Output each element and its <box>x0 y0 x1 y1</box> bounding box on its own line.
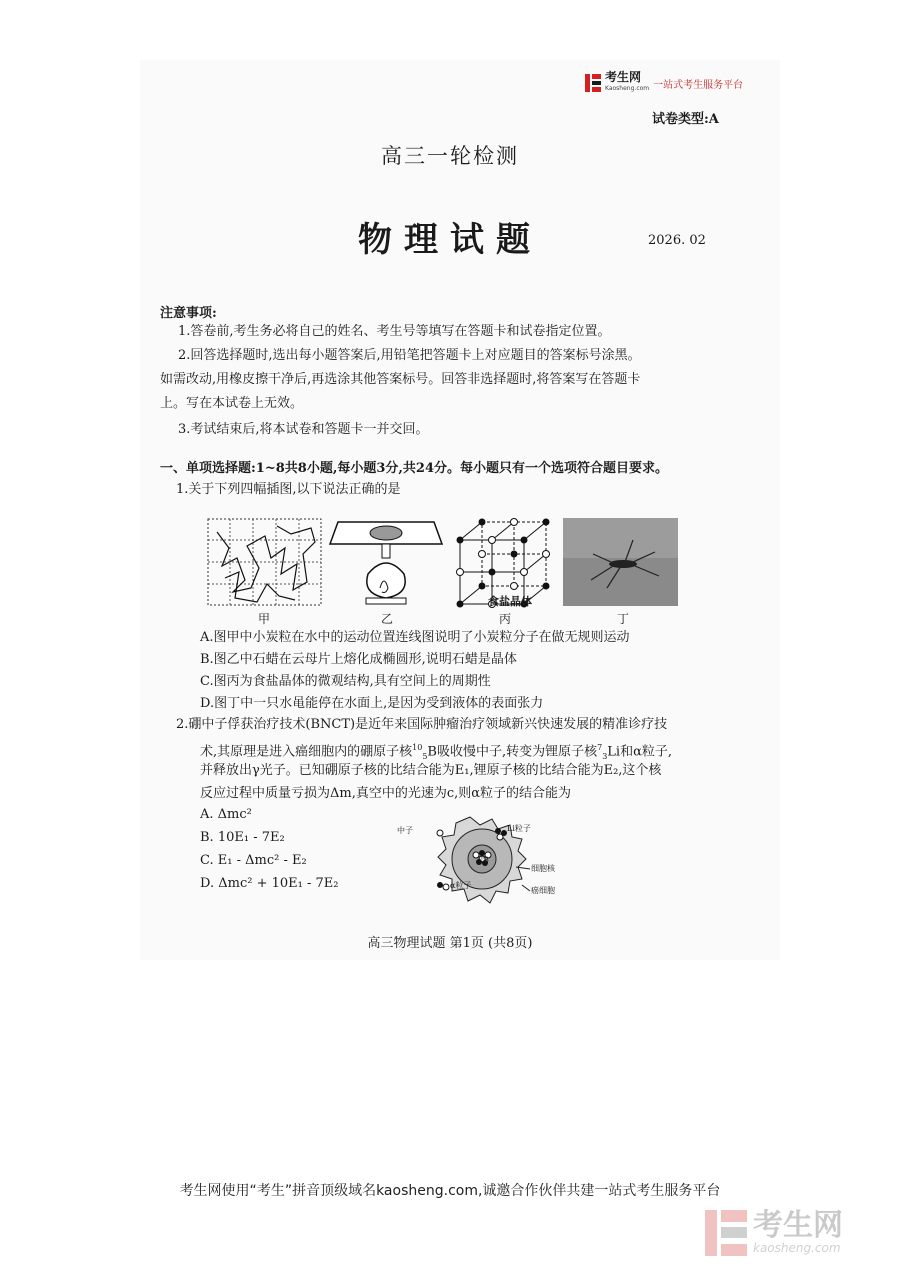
q1-stem: 1.关于下列四幅插图,以下说法正确的是 <box>176 482 401 497</box>
q2-option-b: B. 10E₁ - 7E₂ <box>200 830 285 845</box>
q2-option-c: C. E₁ - Δmc² - E₂ <box>200 853 307 868</box>
notice-item-2-cont2: 上。写在本试卷上无效。 <box>160 396 304 411</box>
notice-item-2: 2.回答选择题时,选出每小题答案后,用铅笔把答题卡上对应题目的答案标号涂黑。 <box>178 348 641 363</box>
q1-option-c: C.图丙为食盐晶体的微观结构,具有空间上的周期性 <box>200 674 491 689</box>
q2-line-2: 术,其原理是进入癌细胞内的硼原子核$^{10}_5$B吸收慢中子,转变为锂原子核$^7_3$Li和α粒子, <box>200 743 672 761</box>
paper-type: 试卷类型:A <box>652 112 719 127</box>
subject-title: 物理试题 <box>358 220 542 260</box>
logo-slogan: 一站式考生服务平台 <box>653 79 744 91</box>
page-number: 高三物理试题 第1页 (共8页) <box>367 936 533 951</box>
kaosheng-watermark-icon <box>705 1210 747 1256</box>
notice-item-2-cont: 如需改动,用橡皮擦干净后,再选涂其他答案标号。回答非选择题时,将答案写在答题卡 <box>160 372 641 387</box>
q1-option-d: D.图丁中一只水黾能停在水面上,是因为受到液体的表面张力 <box>200 696 544 711</box>
site-promo-line[interactable]: 考生网使用“考生”拼音顶级域名kaosheng.com,诚邀合作伙伴共建一站式考生服务平台 <box>179 1183 721 1199</box>
salt-crystal-caption: 食盐晶体 <box>488 595 532 608</box>
q1-option-a: A.图甲中小炭粒在水中的运动位置连线图说明了小炭粒分子在做无规则运动 <box>200 630 630 645</box>
watermark-logo <box>705 1210 843 1256</box>
watermark-text: 考生网 kaosheng.com <box>753 1208 843 1255</box>
q2-option-d: D. Δmc² + 10E₁ - 7E₂ <box>200 876 339 891</box>
notice-item-3: 3.考试结束后,将本试卷和答题卡一并交回。 <box>178 422 429 437</box>
figure-label-bing: 丙 <box>499 612 512 626</box>
water-strider-figure <box>563 518 678 606</box>
diagram-label-cancer-cell: 癌细胞 <box>531 886 555 895</box>
diagram-label-nucleus: 细胞核 <box>531 864 555 873</box>
top-logo[interactable] <box>585 72 743 94</box>
section-heading: 一、单项选择题:1~8共8小题,每小题3分,共24分。每小题只有一个选项符合题目要求。 <box>160 461 669 476</box>
exam-title: 高三一轮检测 <box>381 144 519 168</box>
diagram-label-boron: ¹⁰B <box>478 856 489 864</box>
diagram-label-neutron: 中子 <box>397 826 413 835</box>
logo-text: 考生网 Kaosheng.com <box>605 70 650 92</box>
figure-label-yi: 乙 <box>381 612 394 626</box>
q2-line-4: 反应过程中质量亏损为Δm,真空中的光速为c,则α粒子的结合能为 <box>200 786 572 801</box>
notice-heading: 注意事项: <box>160 306 217 321</box>
exam-date: 2026. 02 <box>648 233 706 248</box>
q2-line-3: 并释放出γ光子。已知硼原子核的比结合能为E₁,锂原子核的比结合能为E₂,这个核 <box>200 763 662 778</box>
figure-label-ding: 丁 <box>617 612 630 626</box>
diagram-label-alpha: α粒子 <box>450 881 472 890</box>
q1-option-b: B.图乙中石蜡在云母片上熔化成椭圆形,说明石蜡是晶体 <box>200 652 517 667</box>
q2-line-1: 2.硼中子俘获治疗技术(BNCT)是近年来国际肿瘤治疗领域新兴快速发展的精准诊疗技 <box>176 717 668 732</box>
brownian-motion-figure <box>207 518 322 606</box>
wax-on-mica-figure <box>328 518 444 613</box>
kaosheng-logo-icon <box>585 74 601 92</box>
notice-item-1: 1.答卷前,考生务必将自己的姓名、考生号等填写在答题卡和试卷指定位置。 <box>178 324 611 339</box>
q2-option-a: A. Δmc² <box>200 807 252 822</box>
diagram-label-li: Li粒子 <box>507 824 531 833</box>
figure-label-jia: 甲 <box>258 612 271 626</box>
